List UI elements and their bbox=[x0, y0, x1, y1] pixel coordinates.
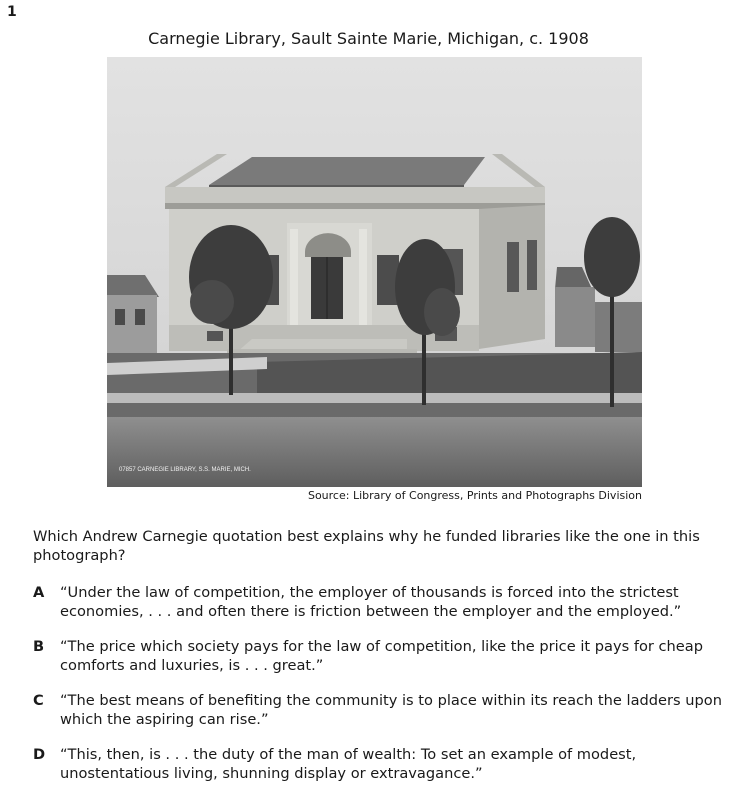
choice-text: “This, then, is . . . the duty of the man of wealth: To set an example of modest, unostentatious living, shunning display or extravagance.” bbox=[60, 746, 637, 782]
photo-title: Carnegie Library, Sault Sainte Marie, Michigan, c. 1908 bbox=[148, 29, 589, 48]
choice-b[interactable] bbox=[33, 637, 733, 675]
choice-a[interactable] bbox=[33, 583, 733, 621]
question-number: 1 bbox=[7, 4, 17, 20]
choice-text: “The price which society pays for the law of competition, like the price it pays for cheap comforts and luxuries, is . . . great.” bbox=[60, 638, 703, 674]
choice-c[interactable] bbox=[33, 691, 733, 729]
choice-text: “The best means of benefiting the community is to place within its reach the ladders upon which the aspiring can rise.” bbox=[60, 692, 722, 728]
plate-caption: 07857 CARNEGIE LIBRARY, S.S. MARIE, MICH. bbox=[119, 467, 251, 473]
choice-text: “Under the law of competition, the employer of thousands is forced into the strictest economies, . . . and often there is friction between the employer and the employed.” bbox=[60, 584, 682, 620]
question-text: Which Andrew Carnegie quotation best explains why he funded libraries like the one in this photograph? bbox=[33, 528, 700, 564]
choice-d[interactable] bbox=[33, 745, 733, 783]
choice-letter: A bbox=[33, 584, 45, 601]
photo-source: Source: Library of Congress, Prints and Photographs Division bbox=[307, 489, 642, 502]
library-photograph bbox=[107, 57, 642, 487]
choice-letter: B bbox=[33, 638, 45, 655]
choice-letter: D bbox=[33, 746, 46, 763]
choice-letter: C bbox=[33, 692, 44, 709]
